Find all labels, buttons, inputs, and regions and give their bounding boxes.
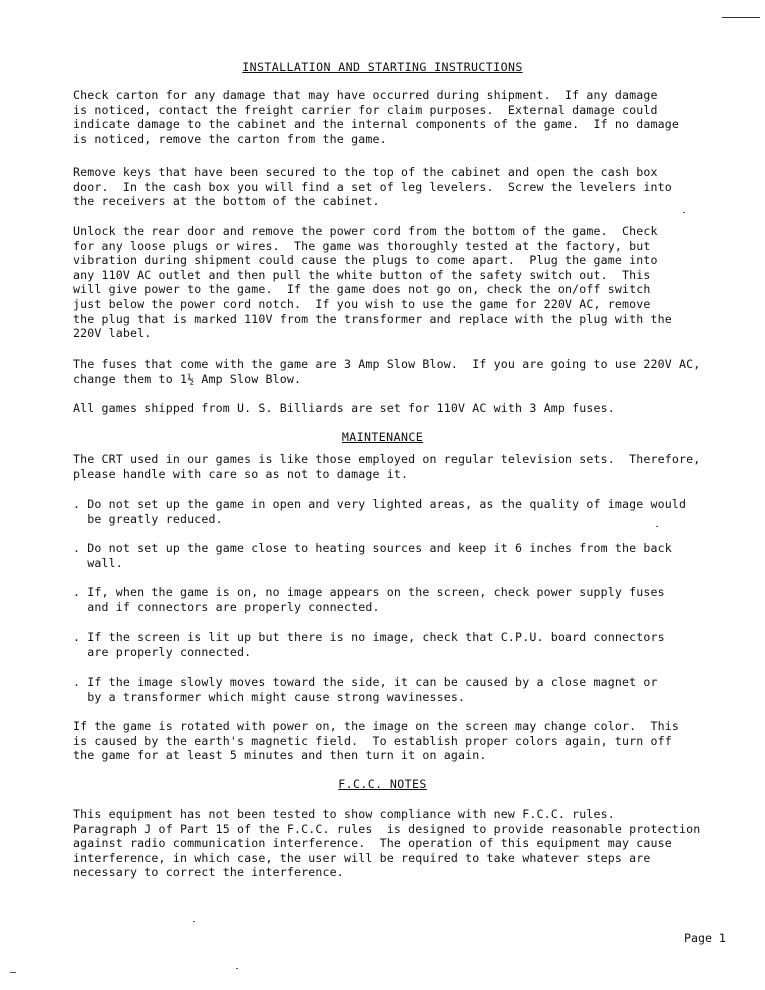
installation-heading: INSTALLATION AND STARTING INSTRUCTIONS <box>242 60 523 74</box>
scan-speck <box>10 972 16 973</box>
corner-scan-mark <box>722 17 760 18</box>
scan-speck <box>656 526 658 527</box>
maintenance-outro: If the game is rotated with power on, the image on the screen may change color. This is caused by the earth's magnetic field. To establish proper colors again, turn off the game for at least 5 minutes and then turn it on again. <box>73 719 680 763</box>
fcc-paragraph: This equipment has not been tested to show compliance with new F.C.C. rules. Paragraph J of Part 15 of the F.C.C. rules is designed to provide reasonable protection against radio communication interference. The operation of this equipment may cause interference, in which case, the user will be required to take whatever steps are necessary to correct the interference. <box>73 807 701 880</box>
install-paragraph-keys: Remove keys that have been secured to the top of the cabinet and open the cash box door. In the cash box you will find a set of leg levelers. Screw the levelers into the receivers at the bottom of the cabinet. <box>73 165 672 209</box>
install-paragraph-power: Unlock the rear door and remove the power cord from the bottom of the game. Check for any loose plugs or wires. The game was thoroughly tested at the factory, but vibration during shipment could cause the plugs to come apart. Plug the game into any 110V AC outlet and then pull the white button of the safety switch out. This will give power to the game. If the game does not go on, check the on/off switch just below the power cord notch. If you wish to use the game for 220V AC, remove the plug that is marked 110V from the transformer and replace with the plug with the 220V label. <box>73 224 672 341</box>
maintenance-bullet-lighting: . Do not set up the game in open and very lighted areas, as the quality of image would be greatly reduced. <box>73 497 687 526</box>
maintenance-bullet-magnet: . If the image slowly moves toward the side, it can be caused by a close magnet or by a transformer which might cause strong wavinesses. <box>73 675 658 704</box>
maintenance-bullet-no-image: . If, when the game is on, no image appears on the screen, check power supply fuses and if connectors are properly connected. <box>73 585 665 614</box>
install-paragraph-shipping: All games shipped from U. S. Billiards are set for 110V AC with 3 Amp fuses. <box>73 401 615 415</box>
scan-speck <box>236 968 238 969</box>
maintenance-intro: The CRT used in our games is like those employed on regular television sets. Therefore, please handle with care so as not to damage it. <box>73 452 701 481</box>
maintenance-bullet-heat: . Do not set up the game close to heating sources and keep it 6 inches from the back wall. <box>73 541 672 570</box>
scan-speck <box>683 212 685 213</box>
scan-speck <box>193 921 195 922</box>
page-number: Page 1 <box>684 931 726 945</box>
maintenance-heading: MAINTENANCE <box>341 430 424 444</box>
install-paragraph-damage: Check carton for any damage that may have occurred during shipment. If any damage is noticed, contact the freight carrier for claim purposes. External damage could indicate damage to the cabinet and the internal components of the game. If no damage is noticed, remove the carton from the game. <box>73 88 680 146</box>
fcc-heading: F.C.C. NOTES <box>338 777 427 791</box>
install-paragraph-fuses: The fuses that come with the game are 3 Amp Slow Blow. If you are going to use 220V AC, change them to 1½ Amp Slow Blow. <box>73 357 701 386</box>
maintenance-bullet-cpu: . If the screen is lit up but there is no image, check that C.P.U. board connectors are properly connected. <box>73 630 665 659</box>
